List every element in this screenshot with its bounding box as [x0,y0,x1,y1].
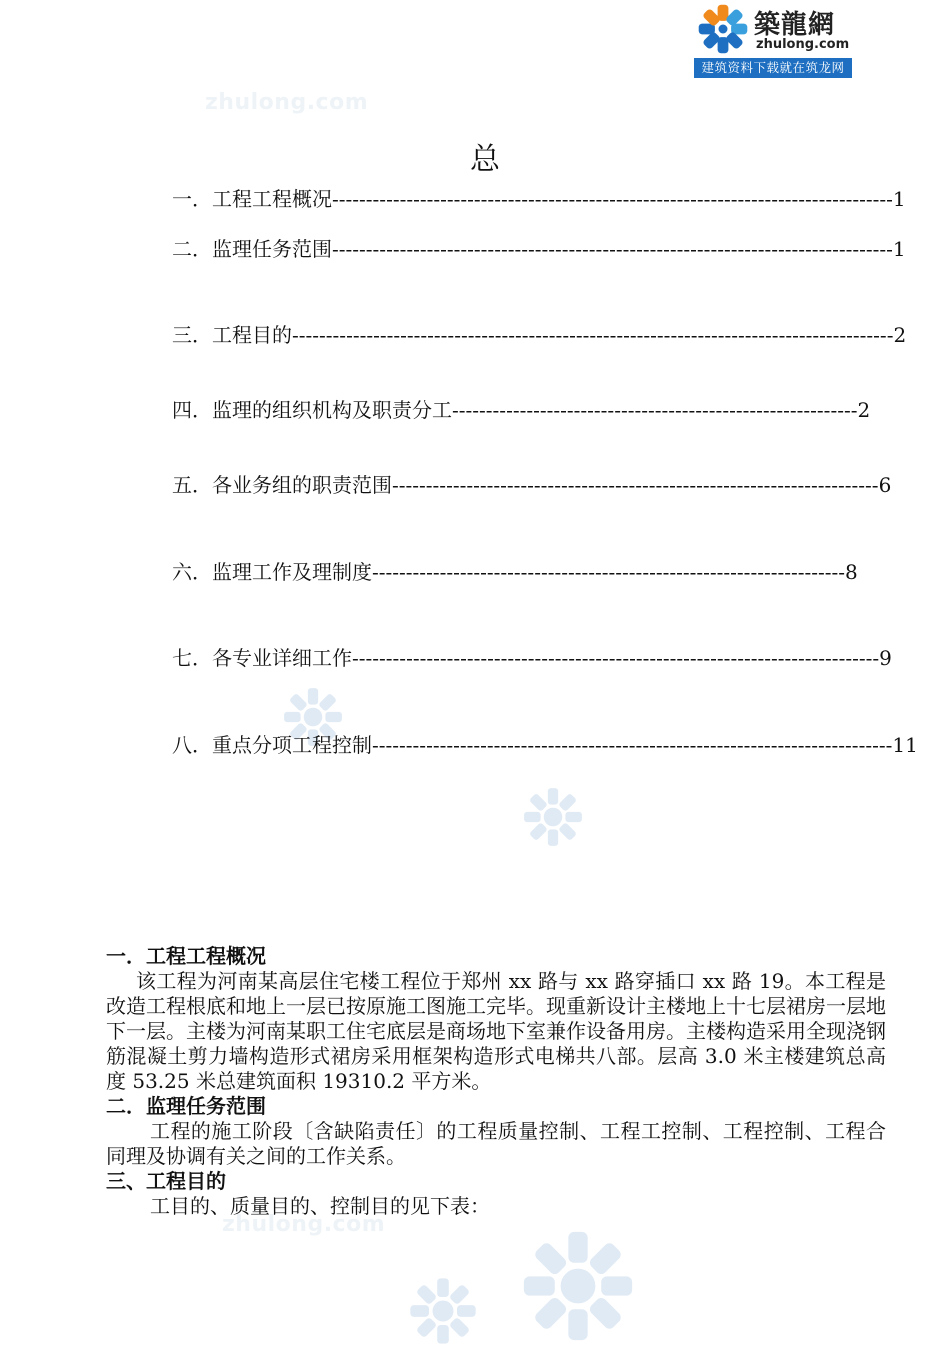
toc-item-page: 9 [879,646,892,670]
watermark-text-bottom: zhulong.com [222,1212,386,1237]
section-paragraph: 工目的、质量目的、控制目的见下表： [150,1194,490,1218]
logo-brand-name: 築龍網 [754,10,836,40]
toc-item[interactable] [172,472,892,498]
toc-item-label: 五．各业务组的职责范围 [172,473,392,497]
toc-item[interactable] [172,559,858,585]
toc-item-label: 六．监理工作及理制度 [172,560,372,584]
logo-url: zhulong.com [756,37,850,52]
watermark-flower-icon [408,1276,478,1346]
toc-item-page: 2 [857,398,871,422]
toc-item-leader: ------------------------------------------------------------------------------ [352,646,880,670]
toc-item-page: 8 [845,560,858,584]
section-heading: 一．工程工程概况 [106,944,266,968]
toc-item-label: 一．工程工程概况 [172,187,332,211]
toc-item-label: 三．工程目的 [172,323,292,347]
toc-item-leader: ----------------------------------------------------------------------------------- [332,187,893,211]
toc-item-page: 11 [892,733,918,757]
watermark-flower-icon [520,1228,636,1344]
section-paragraph: 该工程为河南某高层住宅楼工程位于郑州 xx 路与 xx 路穿插口 xx 路 19。本工程是改造工程根底和地上一层已按原施工图施工完毕。现重新设计主楼地上十七层裙房一层地下一层。主楼为河南某职工住宅底层是商场地下室兼作设备用房。主楼构造采用全现浇钢筋混凝土剪力墙构造形式裙房采用框架构造形式电梯共八部。层高 3.0 米主楼建筑总高度 53.25 米总建筑面积 19310.2 平方米。 [106,969,886,1093]
watermark-text-top: zhulong.com [205,90,369,115]
toc-item[interactable] [172,397,871,423]
section-paragraph: 工程的施工阶段〔含缺陷责任〕的工程质量控制、工程工控制、工程控制、工程合同理及协调有关之间的工作关系。 [106,1119,886,1168]
toc-item-label: 八．重点分项工程控制 [172,733,372,757]
toc-item-leader: ------------------------------------------------------------ [452,398,858,422]
section-heading: 二．监理任务范围 [106,1094,266,1118]
toc-item[interactable] [172,645,892,671]
section-heading: 三、工程目的 [106,1169,226,1193]
toc-item-label: 七．各专业详细工作 [172,646,352,670]
toc-item[interactable] [172,732,918,758]
toc-item[interactable] [172,236,906,262]
toc-item-leader: ----------------------------------------------------------------------------------------- [292,323,894,347]
zhulong-logo [694,2,852,78]
document-body [106,944,886,1219]
toc-item[interactable] [172,322,907,348]
toc-item-leader: ----------------------------------------------------------------------------------- [332,237,893,261]
toc-item[interactable] [172,186,906,212]
toc-item-leader: ------------------------------------------------------------------------ [392,473,879,497]
toc-item-leader: ---------------------------------------------------------------------- [372,560,846,584]
toc-item-label: 四．监理的组织机构及职责分工 [172,398,452,422]
watermark-flower-icon [522,786,584,848]
toc-title: 总 [470,142,500,177]
toc-item-label: 二．监理任务范围 [172,237,332,261]
zhulong-flower-icon [696,2,750,56]
toc-item-page: 1 [892,237,906,261]
toc-item-page: 2 [893,323,907,347]
toc-item-leader: ----------------------------------------------------------------------------- [372,733,893,757]
logo-slogan: 建筑资料下载就在筑龙网 [694,58,852,78]
toc-item-page: 1 [892,187,906,211]
toc-item-page: 6 [878,473,892,497]
